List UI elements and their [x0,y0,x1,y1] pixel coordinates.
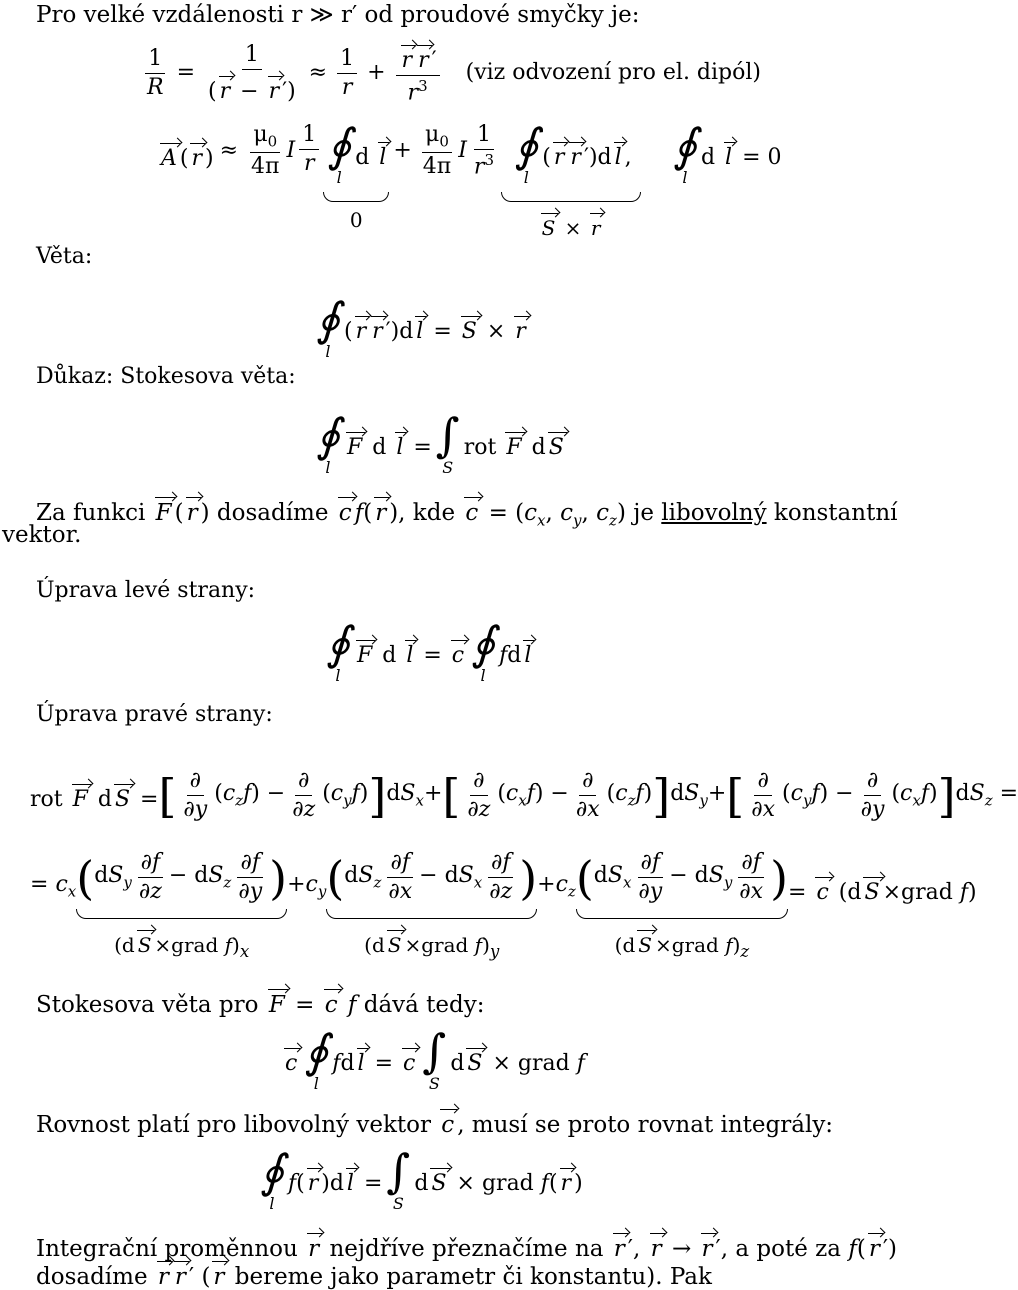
grad-text-5: grad [517,1051,570,1076]
rot-expansion: rot F d S = [ $\frac{\partial}{\partial y}$ $(c_zf)$ − $\frac{\partial}{\partial z}$ $(c_yf)$ ] $dS_x+$ [ $\frac{\partial}{\partial z}$ $(c_xf)$ − $\frac{\partial}{\partial x}$ $(c_zf)$ ] $dS_y+$ [ $\frac{\partial}{\partial x}$ $(c_yf)$ − $\frac{\partial}{\partial y}$ $(c_xf)$ ] $dS_z$ = [30,768,1018,823]
grad-text-3: grad [671,933,719,957]
za-funkci-text-3: , kde [398,500,456,526]
stokes-c-equation: c ∮ l fd l = c ∫ S d S × grad f [285,1024,585,1093]
intro-text: Pro velké vzdálenosti r ≫ r′ od proudové smyčky je: [36,2,640,28]
grad-expansion: = $c_x$ ( $dS_y$ $\frac{\partial f}{\partial z}$ − $dS_z$ $\frac{\partial f}{\partial y}$ ) (d S ×grad $f)_x$ $+c_y$ ( $dS_z$ $\frac{\partial f}{\partial x}$ − $dS_x$ $\frac{\partial f}{\partial z}$ ) (d S ×grad $f)_y$ $+c_z$ ( $dS_x$ $\frac{\partial f}{\partial y}$ − $dS_y$ $\frac{\partial f}{\partial x}$ ) (d S ×grad $f)_z$ = c (d S ×grad f) [30,850,977,961]
rot-text-2: rot [30,786,63,812]
integracni-text-1: Integrační proměnnou [36,1236,298,1262]
vektor-text: vektor. [2,522,82,548]
rot-text: rot [463,435,497,460]
za-funkci-text-1: Za funkci [36,500,146,526]
grad-text-1: grad [171,933,219,957]
equation-2: A ( r ) ≈ $\frac{\mu_0}{4\pi}$ I $\frac{1}{r}$ ∮ l d l 0 + $\frac{\mu_0}{4\pi}$ I $\frac{1}{r^3}$ ∮ l ( r r ′)d l , S × r ∮ l d l = 0 [161,118,782,240]
za-funkci-text-4: je [633,500,654,526]
brace-label-s-cross-r: S × r [539,210,604,238]
uprava-leve-equation: ∮ l F d l = c ∮ l fd l [326,616,532,685]
grad-text-4: grad [901,880,953,905]
dosadime-text-1: dosadíme [36,1264,148,1290]
uprava-leve-label: Úprava levé strany: [36,578,256,603]
za-funkci-text-5: konstantní [773,500,898,526]
integracni-line: Integrační proměnnou r nejdříve přeznačíme na r ′, r → r ′, a poté za f( r ′) [36,1230,897,1261]
grad-text-2: grad [421,933,469,957]
equation-1: $\frac{1}{R}$ = $\frac{1}{( r - r ')}$ ≈ $\frac{1}{r}$ + $\frac{\text{r r ′}}{r^3}$ (viz odvození pro el. dipól) [147,41,761,106]
za-funkci-text-2: dosadíme [216,500,329,526]
dosadime-text-2: bereme jako parametr či konstantu). Pak [234,1264,712,1290]
final-equation: ∮ l f( r )d l = ∫ S d S × grad f( r ) [260,1144,583,1213]
brace-label-zero: 0 [349,208,363,232]
veta-label: Věta: [36,244,93,269]
za-funkci-underlined: libovolný [661,500,767,526]
za-funkci-line: Za funkci F ( r ) dosadíme c f( r ), kde $c = (c_x$, $c_y$, $c_z$) je libovolný konstantní [36,494,898,529]
uprava-prave-label: Úprava pravé strany: [36,702,273,727]
dosadime-line: dosadíme r r ′ ( r bereme jako parametr či konstantu). Pak [36,1258,712,1289]
veta-equation: ∮ l ( r r ′)d l = S × r [316,292,526,361]
grad-text-6: grad [481,1171,534,1196]
rovnost-end-text: , musí se proto rovnat integrály: [457,1112,834,1138]
stokes-pro-text: Stokesova věta pro [36,992,259,1018]
integracni-text-2: nejdříve přeznačíme na [329,1236,604,1262]
stokes-equation: ∮ l F d l = ∫ S rot F d S [316,408,564,477]
stokes-pro-line: Stokesova věta pro F = c f dává tedy: [36,986,485,1017]
rovnost-text: Rovnost platí pro libovolný vektor [36,1112,431,1138]
rovnost-line: Rovnost platí pro libovolný vektor c , musí se proto rovnat integrály: [36,1106,833,1137]
integracni-text-3: , a poté za [720,1236,841,1262]
stokes-pro-end-text: dává tedy: [363,992,485,1018]
dukaz-label: Důkaz: Stokesova věta: [36,364,296,389]
dipole-note: (viz odvození pro el. dipól) [465,60,761,86]
